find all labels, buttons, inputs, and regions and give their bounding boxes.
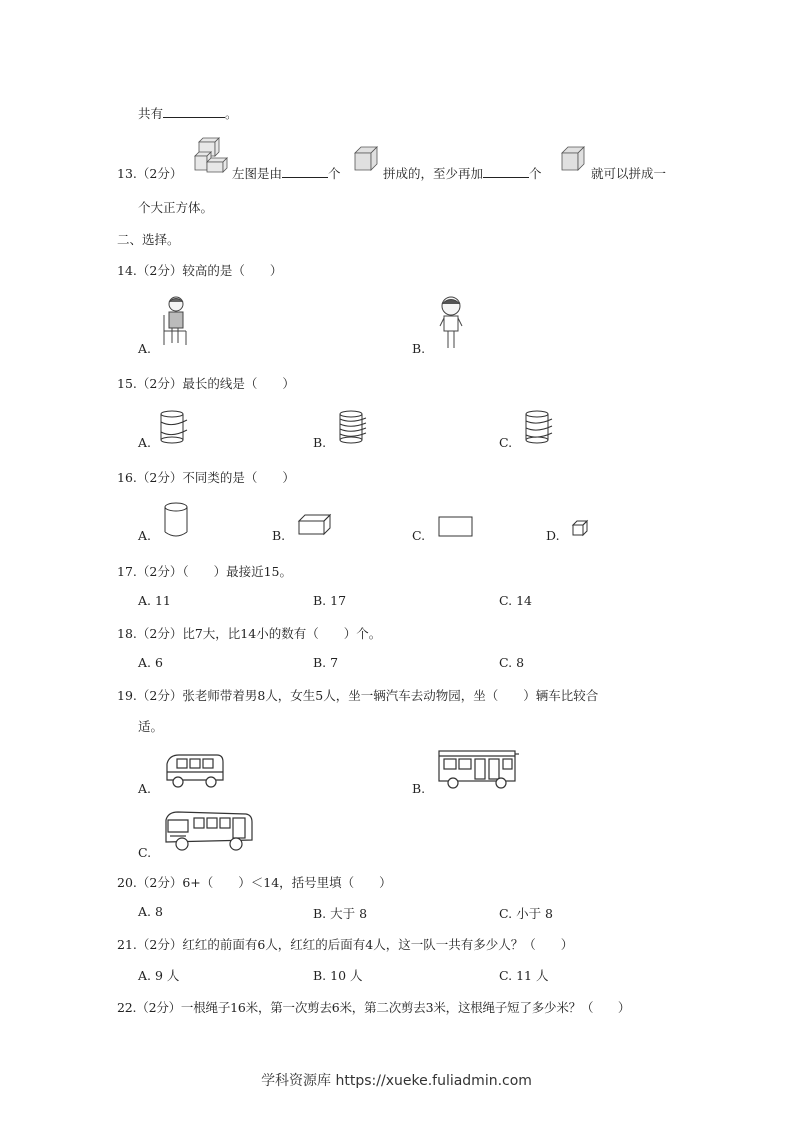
q18-option-c[interactable]: C. 8	[499, 655, 525, 670]
rectangle-figure	[438, 516, 474, 538]
q15-stem: 15.（2分）最长的线是（ ）	[117, 376, 295, 391]
q12-suffix: 。	[225, 106, 238, 121]
q13-text-2: 个	[328, 166, 341, 181]
q18-option-a[interactable]: A. 6	[138, 655, 163, 670]
footer-watermark: 学科资源库 https://xueke.fuliadmin.com	[261, 1073, 532, 1089]
small-cube-icon	[353, 146, 379, 172]
q20-option-c[interactable]: C. 小于 8	[499, 906, 553, 921]
q13-line1b	[383, 164, 542, 182]
q17-stem: 17.（2分）（ ）最接近15。	[117, 564, 292, 579]
q12-answer-blank[interactable]	[163, 105, 225, 118]
q19-stem: 19.（2分）张老师带着男8人，女生5人，坐一辆汽车去动物园，坐（ ）辆车比较合	[117, 688, 599, 703]
q17-option-a[interactable]: A. 11	[138, 593, 171, 608]
sitting-boy-figure	[160, 295, 192, 350]
q17-option-b[interactable]: B. 17	[313, 593, 347, 608]
q16-option-a[interactable]: A.	[138, 528, 152, 543]
q12-tail	[138, 104, 238, 122]
q21-option-c[interactable]: C. 11 人	[499, 968, 549, 983]
q19-line2: 适。	[138, 719, 164, 734]
q13-number: 13.（2分）	[117, 166, 183, 181]
q20-stem: 20.（2分）6+（ ）＜14，括号里填（ ）	[117, 875, 392, 890]
q14-stem: 14.（2分）较高的是（ ）	[117, 263, 283, 278]
section-heading: 二、选择。	[117, 232, 180, 247]
small-cube-figure	[571, 520, 589, 538]
q13-text-3: 拼成的，至少再加	[383, 166, 484, 181]
q19-option-b[interactable]: B.	[412, 781, 426, 796]
q12-prefix: 共有	[138, 106, 164, 121]
q19-option-c[interactable]: C.	[138, 845, 152, 860]
cylinder-figure	[163, 502, 189, 538]
standing-boy-figure	[437, 296, 465, 350]
coil-5-turns-figure	[336, 410, 370, 446]
q16-option-b[interactable]: B.	[272, 528, 286, 543]
q16-stem: 16.（2分）不同类的是（ ）	[117, 470, 295, 485]
q20-option-b[interactable]: B. 大于 8	[313, 906, 368, 921]
coil-2-turns-figure	[158, 410, 190, 446]
q22-stem: 22.（2分）一根绳子16米，第一次剪去6米，第二次剪去3米，这根绳子短了多少米？（ ）	[117, 1000, 631, 1015]
minibus-figure	[163, 752, 227, 790]
q16-option-c[interactable]: C.	[412, 528, 426, 543]
city-bus-figure	[437, 748, 521, 792]
q21-option-a[interactable]: A. 9 人	[138, 968, 180, 983]
q13-blank-1[interactable]	[282, 165, 328, 178]
q13-line2: 个大正方体。	[138, 200, 214, 215]
q19-option-a[interactable]: A.	[138, 781, 152, 796]
stacked-cubes-figure	[193, 138, 229, 174]
q21-stem: 21.（2分）红红的前面有6人，红红的后面有4人，这一队一共有多少人？（ ）	[117, 937, 574, 952]
q20-option-a[interactable]: A. 8	[138, 904, 163, 919]
q13-text-4: 个	[529, 166, 542, 181]
q15-option-c[interactable]: C.	[499, 435, 513, 450]
cuboid-figure	[297, 514, 333, 536]
q21-option-b[interactable]: B. 10 人	[313, 968, 363, 983]
q14-option-b[interactable]: B.	[412, 341, 426, 356]
q13-blank-2[interactable]	[483, 165, 529, 178]
q13-text-1: 左图是由	[232, 166, 283, 181]
q14-option-a[interactable]: A.	[138, 341, 152, 356]
small-cube-icon	[560, 146, 586, 172]
q16-option-d[interactable]: D.	[546, 528, 560, 543]
q15-option-b[interactable]: B.	[313, 435, 327, 450]
coach-bus-figure	[160, 806, 256, 854]
coil-3-turns-figure	[522, 410, 556, 446]
q15-option-a[interactable]: A.	[138, 435, 152, 450]
q18-option-b[interactable]: B. 7	[313, 655, 339, 670]
q17-option-c[interactable]: C. 14	[499, 593, 532, 608]
q18-stem: 18.（2分）比7大，比14小的数有（ ）个。	[117, 626, 382, 641]
q13-line1	[232, 164, 341, 182]
q13-text-5: 就可以拼成一	[591, 166, 667, 181]
